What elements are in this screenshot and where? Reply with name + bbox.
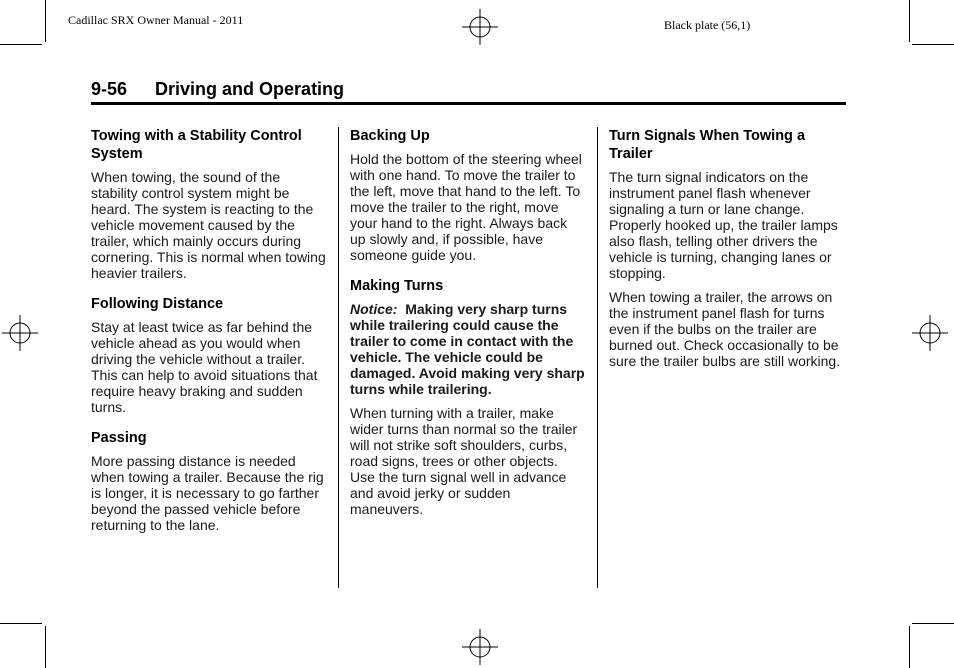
crop-mark: [909, 626, 910, 668]
column-3: [609, 127, 846, 377]
plate-label: Black plate (56,1): [664, 18, 751, 32]
notice-text: Making very sharp turns while trailering could cause the trailer to come in contact with the vehicle. The vehicle could be damaged. Avoid making very sharp turns while trailering.: [350, 301, 585, 397]
paragraph: The turn signal indicators on the instrument panel flash whenever signaling a turn or lane change. Properly hooked up, the trailer lamps also flash, telling other drivers the vehicle is turning, changing lanes or stopping.: [609, 169, 838, 281]
section-heading: Passing: [91, 430, 147, 446]
paragraph: Hold the bottom of the steering wheel with one hand. To move the trailer to the left, move that hand to the left. To move the trailer to the right, move your hand to the right. Always back up slowly and, if possible, have someone guide you.: [350, 151, 582, 263]
paragraph: When towing a trailer, the arrows on the instrument panel flash for turns even if the bulbs on the trailer are burned out. Check occasionally to be sure the trailer bulbs are still working.: [609, 289, 841, 369]
paragraph: When turning with a trailer, make wider turns than normal so the trailer will not strike soft shoulders, curbs, road signs, trees or other objects. Use the turn signal well in advance and avoid jerky or sudden maneuvers.: [350, 405, 578, 517]
paragraph: More passing distance is needed when towing a trailer. Because the rig is longer, it is necessary to go farther beyond the passed vehicle before returning to the lane.: [91, 453, 324, 533]
section-heading: Turn Signals When Towing a Trailer: [609, 128, 806, 162]
crop-mark: [45, 626, 46, 668]
registration-mark-icon: [2, 315, 38, 351]
paragraph: Stay at least twice as far behind the vehicle ahead as you would when driving the vehicle without a trailer. This can help to avoid situations that require heavy braking and sudden turns.: [91, 319, 318, 415]
page-heading: [91, 79, 344, 100]
paragraph: When towing, the sound of the stability control system might be heard. The system is reacting to the vehicle movement caused by the trailer, which mainly occurs during cornering. This is normal when towing heavier trailers.: [91, 169, 326, 281]
section-heading: Making Turns: [350, 278, 444, 294]
column-2: [350, 127, 586, 525]
registration-mark-icon: [912, 315, 948, 351]
crop-mark: [912, 44, 954, 45]
heading-rule: [91, 102, 846, 105]
notice: [350, 301, 586, 397]
registration-mark-icon: [462, 9, 498, 45]
section-heading: Towing with a Stability Control System: [91, 128, 302, 162]
registration-mark-icon: [462, 629, 498, 665]
crop-mark: [0, 623, 42, 624]
crop-mark: [909, 0, 910, 42]
column-divider: [597, 127, 598, 588]
manual-title: Cadillac SRX Owner Manual - 2011: [68, 13, 244, 27]
section-title: Driving and Operating: [155, 79, 345, 99]
notice-label: Notice:: [350, 301, 398, 317]
crop-mark: [912, 623, 954, 624]
section-heading: Following Distance: [91, 296, 224, 312]
crop-mark: [0, 44, 42, 45]
column-divider: [338, 127, 339, 588]
page-number: 9-56: [91, 79, 128, 99]
crop-mark: [45, 0, 46, 42]
column-1: [91, 127, 327, 541]
section-heading: Backing Up: [350, 128, 430, 144]
